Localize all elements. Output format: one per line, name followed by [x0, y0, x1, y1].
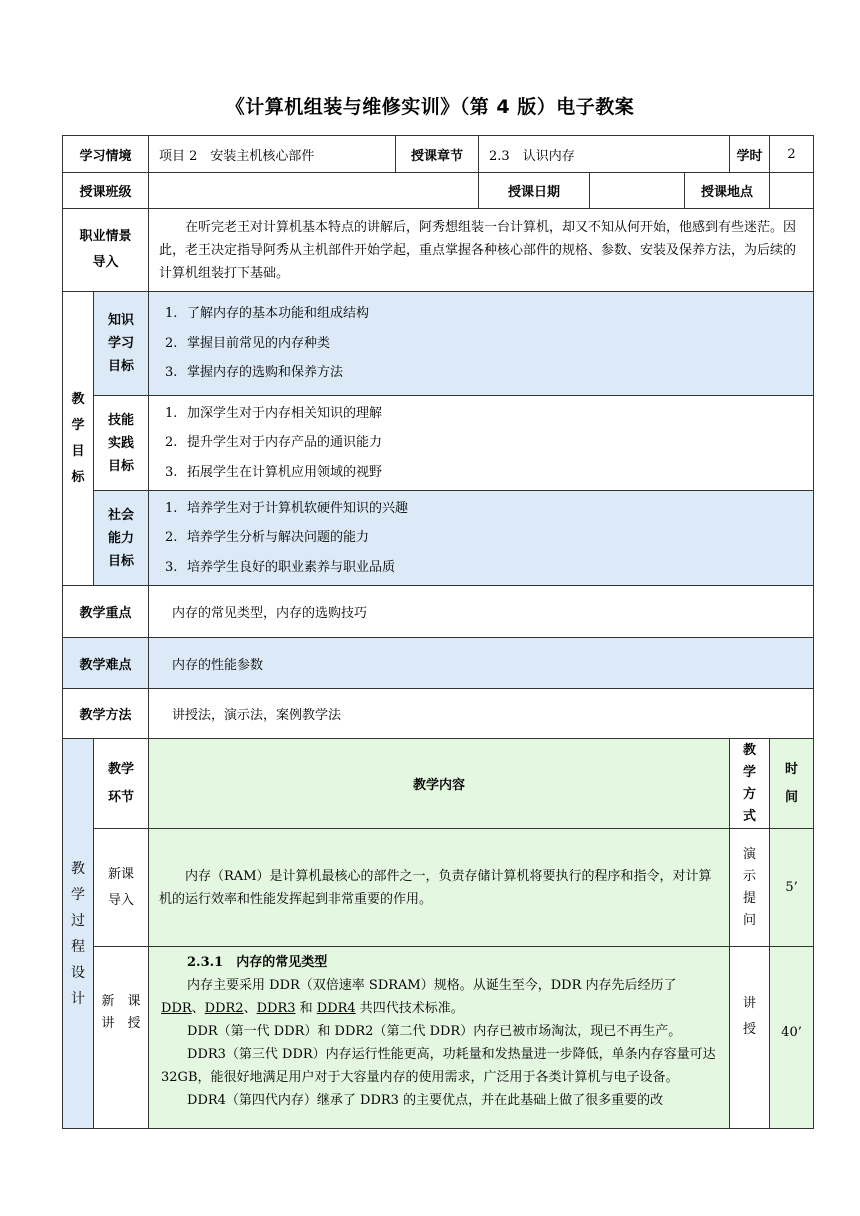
list-item: 3. 培养学生良好的职业素养与职业品质: [165, 559, 396, 575]
goal-knowledge-row: [63, 292, 814, 396]
label-class: 授课班级: [63, 173, 149, 209]
list-item: 1. 培养学生对于计算机软硬件知识的兴趣: [165, 500, 409, 516]
new-lesson-cell: [149, 829, 730, 947]
social-goal-list: [149, 491, 814, 586]
label-process-design: 教 学 过 程 设 计: [63, 739, 94, 1129]
list-item: 1. 了解内存的基本功能和组成结构: [165, 306, 370, 322]
time-lecture: 40’: [770, 947, 814, 1129]
key-points-text: 内存的常见类型，内存的选购技巧: [149, 586, 814, 638]
method-row: [63, 689, 814, 739]
header-row-2: [63, 173, 814, 209]
place-value: [770, 173, 814, 209]
new-lesson-text: 内存（RAM）是计算机最核心的部件之一，负责存储计算机将要执行的程序和指令，对计算机的运行效率和性能发挥起到非常重要的作用。: [159, 868, 712, 907]
goal-skill-row: [63, 396, 814, 491]
lecture-paragraph-4: DDR4（第四代内存）继承了 DDR3 的主要优点，并在此基础上做了很多重要的改: [187, 1093, 664, 1108]
list-item: 3. 掌握内存的选购和保养方法: [165, 365, 344, 381]
stage-new-lesson: 新课 导入: [94, 829, 149, 947]
label-method: 教学方法: [63, 689, 149, 739]
label-situation: 学习情境: [63, 136, 149, 173]
time-new-lesson: 5’: [770, 829, 814, 947]
document-title: 《计算机组装与维修实训》（第 4 版）电子教案: [225, 96, 635, 118]
chapter-value: 2.3 认识内存: [479, 136, 730, 173]
list-item: 2. 提升学生对于内存产品的通识能力: [165, 435, 383, 451]
list-item: 2. 培养学生分析与解决问题的能力: [165, 530, 370, 546]
header-time: 时 间: [770, 739, 814, 829]
goal-social-row: [63, 491, 814, 586]
list-item: 1. 加深学生对于内存相关知识的理解: [165, 405, 383, 421]
new-lesson-row: [63, 829, 814, 947]
date-value: [590, 173, 685, 209]
mode-lecture: 讲 授: [730, 947, 770, 1129]
label-date: 授课日期: [479, 173, 590, 209]
lecture-paragraph-3: DDR3（第三代 DDR）内存运行性能更高，功耗量和发热量进一步降低，单条内存容量可达 32GB，能很好地满足用户对于大容量内存的使用需求，广泛用于各类计算机与电子设备。: [161, 1047, 716, 1085]
intro-row: [63, 209, 814, 292]
label-teaching-goals: 教 学 目 标: [63, 292, 94, 586]
header-content: 教学内容: [149, 739, 730, 829]
process-header-row: [63, 739, 814, 829]
lecture-row: [63, 947, 814, 1129]
difficulty-text: 内存的性能参数: [149, 638, 814, 689]
list-item: 2. 掌握目前常见的内存种类: [165, 335, 331, 351]
class-value: [149, 173, 479, 209]
difficulty-row: [63, 638, 814, 689]
intro-text: 在听完老王对计算机基本特点的讲解后，阿秀想组装一台计算机，却又不知从何开始，他感到有些迷茫。因此，老王决定指导阿秀从主机部件开始学起，重点掌握各种核心部件的规格、参数、安装及保养方法，为后续的计算机组装打下基础。: [159, 219, 797, 281]
situation-value: 项目 2 安装主机核心部件: [149, 136, 396, 173]
knowledge-goal-list: [149, 292, 814, 396]
intro-cell: [149, 209, 814, 292]
label-social-goal: 社会 能力 目标: [94, 491, 149, 586]
method-text: 讲授法，演示法，案例教学法: [149, 689, 814, 739]
header-stage: 教学 环节: [94, 739, 149, 829]
label-difficulty: 教学难点: [63, 638, 149, 689]
stage-lecture: 新 课 讲 授: [94, 947, 149, 1129]
header-mode: 教 学 方 式: [730, 739, 770, 829]
hours-value: 2: [770, 136, 814, 173]
lesson-plan-table: [62, 135, 814, 1129]
header-row-1: [63, 136, 814, 173]
list-item: 3. 拓展学生在计算机应用领域的视野: [165, 464, 383, 480]
label-key-points: 教学重点: [63, 586, 149, 638]
label-hours: 学时: [730, 136, 770, 173]
lecture-paragraph-2: DDR（第一代 DDR）和 DDR2（第二代 DDR）内存已被市场淘汰，现已不再生产。: [187, 1024, 682, 1039]
label-place: 授课地点: [685, 173, 770, 209]
label-chapter: 授课章节: [396, 136, 479, 173]
lecture-content: [149, 947, 730, 1129]
lecture-paragraph-1: 内存主要采用 DDR（双倍速率 SDRAM）规格。从诞生至今，DDR 内存先后经历了 DDR、DDR2、DDR3 和 DDR4 共四代技术标准。: [161, 978, 677, 1016]
key-points-row: [63, 586, 814, 638]
lecture-heading: 2.3.1 内存的常见类型: [187, 955, 328, 970]
mode-new-lesson: 演 示 提 问: [730, 829, 770, 947]
label-knowledge-goal: 知识 学习 目标: [94, 292, 149, 396]
label-skill-goal: 技能 实践 目标: [94, 396, 149, 491]
skill-goal-list: [149, 396, 814, 491]
label-intro: 职业情景 导入: [63, 209, 149, 292]
